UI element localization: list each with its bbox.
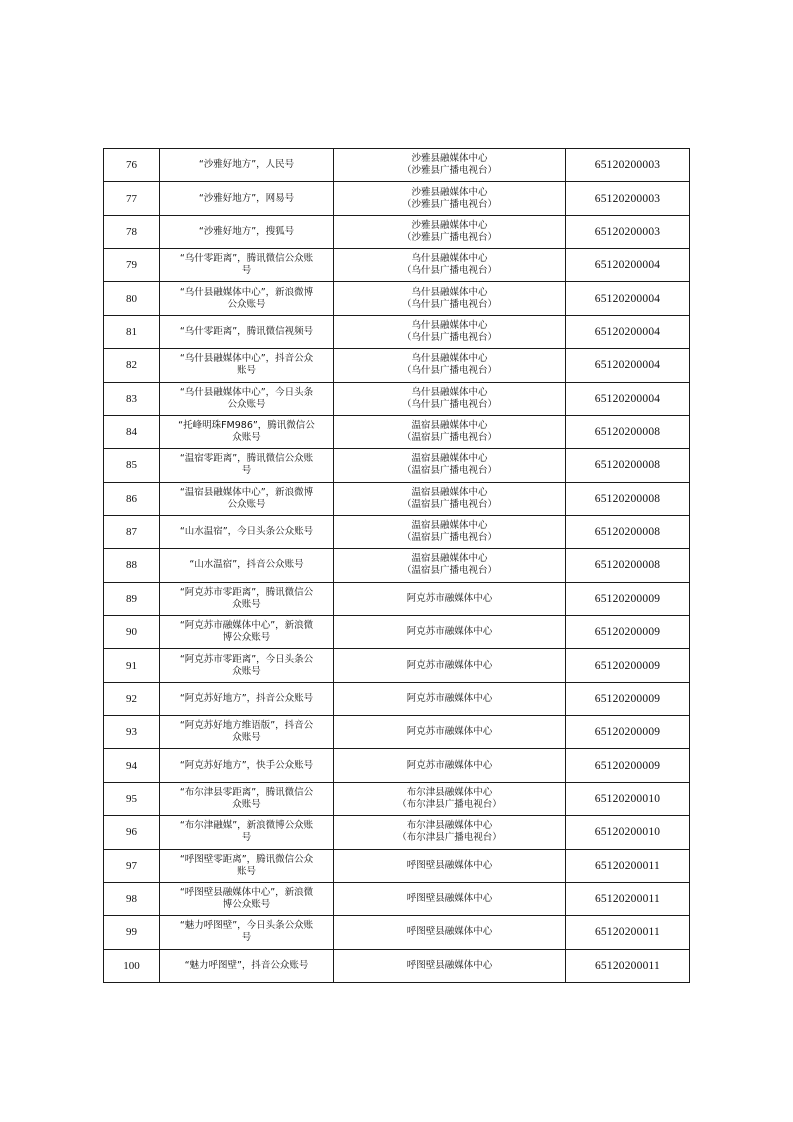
registration-code: 65120200003 [566, 215, 690, 248]
account-name-line: “阿克苏市零距离”，腾讯微信公 [179, 586, 314, 598]
account-name-cell [160, 382, 334, 415]
account-name-cell [160, 215, 334, 248]
account-name-line: “布尔津融媒”，新浪微博公众账 [179, 820, 314, 832]
table-row [104, 916, 690, 949]
registration-code: 65120200010 [566, 816, 690, 849]
table-row [104, 215, 690, 248]
organization-cell [334, 149, 566, 182]
account-name-line: “乌什县融媒体中心”，今日头条 [179, 386, 314, 398]
account-name-line: “托峰明珠FM986”，腾讯微信公 [178, 420, 315, 432]
table-row [104, 182, 690, 215]
organization-line: 温宿县融媒体中心 [411, 553, 488, 565]
table-row [104, 849, 690, 882]
row-number: 97 [104, 849, 160, 882]
account-name-line: “山水温宿”，抖音公众账号 [189, 559, 304, 571]
table-row [104, 382, 690, 415]
row-number: 100 [104, 949, 160, 982]
account-name-line: 号 [241, 265, 252, 277]
organization-cell [334, 849, 566, 882]
account-name-cell [160, 616, 334, 649]
row-number: 98 [104, 882, 160, 915]
registration-code: 65120200004 [566, 282, 690, 315]
row-number: 80 [104, 282, 160, 315]
row-number: 95 [104, 782, 160, 815]
organization-cell [334, 882, 566, 915]
registration-code: 65120200009 [566, 716, 690, 749]
account-name-cell [160, 449, 334, 482]
organization-cell [334, 282, 566, 315]
table-row [104, 515, 690, 548]
organization-line: （温宿县广播电视台） [401, 465, 497, 477]
organization-line: 温宿县融媒体中心 [411, 520, 488, 532]
organization-line: 乌什县融媒体中心 [411, 353, 488, 365]
registration-code: 65120200008 [566, 549, 690, 582]
organization-line: 温宿县融媒体中心 [411, 453, 488, 465]
account-name-line: 号 [241, 932, 252, 944]
organization-line: 呼图壁县融媒体中心 [406, 893, 493, 905]
organization-cell [334, 782, 566, 815]
registry-table-body [104, 149, 690, 983]
row-number: 94 [104, 749, 160, 782]
account-name-cell [160, 182, 334, 215]
account-name-line: 公众账号 [227, 298, 266, 310]
registration-code: 65120200008 [566, 515, 690, 548]
row-number: 76 [104, 149, 160, 182]
organization-cell [334, 415, 566, 448]
account-name-cell [160, 149, 334, 182]
organization-line: 呼图壁县融媒体中心 [406, 959, 493, 971]
account-name-line: “山水温宿”，今日头条公众账号 [179, 526, 314, 538]
table-row [104, 149, 690, 182]
row-number: 91 [104, 649, 160, 682]
account-name-line: 账号 [236, 865, 256, 877]
row-number: 77 [104, 182, 160, 215]
row-number: 89 [104, 582, 160, 615]
organization-line: （布尔津县广播电视台） [397, 832, 502, 844]
registration-code: 65120200011 [566, 882, 690, 915]
organization-line: （温宿县广播电视台） [401, 498, 497, 510]
table-row [104, 716, 690, 749]
organization-cell [334, 549, 566, 582]
account-name-cell [160, 849, 334, 882]
row-number: 83 [104, 382, 160, 415]
organization-cell [334, 949, 566, 982]
account-name-line: 众账号 [232, 598, 261, 610]
account-name-line: 博公众账号 [222, 632, 271, 644]
organization-line: （温宿县广播电视台） [401, 432, 497, 444]
organization-line: （乌什县广播电视台） [401, 265, 497, 277]
registration-code: 65120200004 [566, 382, 690, 415]
organization-line: 乌什县融媒体中心 [411, 386, 488, 398]
organization-cell [334, 482, 566, 515]
row-number: 93 [104, 716, 160, 749]
account-name-line: “阿克苏好地方”，抖音公众账号 [179, 692, 314, 704]
registration-code: 65120200008 [566, 482, 690, 515]
account-name-line: 众账号 [232, 665, 261, 677]
account-name-line: “沙雅好地方”，搜狐号 [198, 225, 295, 237]
organization-line: （乌什县广播电视台） [401, 365, 497, 377]
account-name-cell [160, 415, 334, 448]
organization-line: （沙雅县广播电视台） [401, 198, 497, 210]
table-row [104, 816, 690, 849]
account-name-cell [160, 515, 334, 548]
registration-code: 65120200003 [566, 182, 690, 215]
registration-code: 65120200009 [566, 749, 690, 782]
account-name-cell [160, 482, 334, 515]
account-name-line: “魅力呼图壁”，今日头条公众账 [179, 920, 314, 932]
account-name-line: “布尔津县零距离”，腾讯微信公 [179, 787, 314, 798]
organization-cell [334, 616, 566, 649]
account-name-line: 众账号 [232, 799, 261, 810]
table-row [104, 349, 690, 382]
organization-cell [334, 382, 566, 415]
organization-line: 温宿县融媒体中心 [411, 420, 488, 432]
account-name-cell [160, 582, 334, 615]
account-name-cell [160, 682, 334, 715]
account-name-line: “乌什县融媒体中心”，新浪微博 [179, 286, 314, 298]
organization-line: 呼图壁县融媒体中心 [406, 926, 493, 938]
account-name-cell [160, 315, 334, 348]
organization-cell [334, 249, 566, 282]
table-row [104, 616, 690, 649]
organization-line: 阿克苏市融媒体中心 [406, 759, 493, 771]
organization-cell [334, 449, 566, 482]
registration-code: 65120200009 [566, 616, 690, 649]
row-number: 90 [104, 616, 160, 649]
account-name-line: “魅力呼图壁”，抖音公众账号 [184, 959, 309, 971]
organization-cell [334, 916, 566, 949]
organization-cell [334, 816, 566, 849]
account-name-cell [160, 882, 334, 915]
account-name-cell [160, 249, 334, 282]
account-name-line: 众账号 [232, 432, 261, 444]
row-number: 92 [104, 682, 160, 715]
organization-line: （布尔津县广播电视台） [397, 799, 502, 810]
organization-cell [334, 582, 566, 615]
organization-line: （乌什县广播电视台） [401, 398, 497, 410]
account-name-line: “阿克苏好地方”，快手公众账号 [179, 759, 314, 771]
account-name-line: “阿克苏市零距离”，今日头条公 [179, 653, 314, 665]
account-name-line: 号 [241, 465, 252, 477]
account-name-cell [160, 716, 334, 749]
organization-line: 布尔津县融媒体中心 [406, 820, 493, 832]
registration-code: 65120200011 [566, 849, 690, 882]
table-row [104, 749, 690, 782]
organization-cell [334, 682, 566, 715]
organization-cell [334, 182, 566, 215]
registration-code: 65120200011 [566, 916, 690, 949]
account-name-cell [160, 816, 334, 849]
account-name-line: 众账号 [232, 732, 261, 744]
table-row [104, 315, 690, 348]
organization-line: 布尔津县融媒体中心 [406, 787, 493, 798]
account-name-line: “阿克苏市融媒体中心”，新浪微 [179, 620, 314, 632]
row-number: 99 [104, 916, 160, 949]
table-row [104, 882, 690, 915]
registry-table [103, 148, 690, 983]
table-row [104, 282, 690, 315]
account-name-line: “温宿零距离”，腾讯微信公众账 [179, 453, 314, 465]
account-name-cell [160, 349, 334, 382]
account-name-line: “呼图壁零距离”，腾讯微信公众 [179, 853, 314, 865]
table-row [104, 949, 690, 982]
table-row [104, 582, 690, 615]
account-name-line: “乌什零距离”，腾讯微信公众账 [179, 253, 314, 265]
organization-line: （沙雅县广播电视台） [401, 165, 497, 177]
registration-code: 65120200004 [566, 315, 690, 348]
row-number: 87 [104, 515, 160, 548]
registration-code: 65120200004 [566, 249, 690, 282]
account-name-line: “呼图壁县融媒体中心”，新浪微 [179, 887, 314, 899]
account-name-cell [160, 949, 334, 982]
account-name-cell [160, 916, 334, 949]
registration-code: 65120200011 [566, 949, 690, 982]
registration-code: 65120200004 [566, 349, 690, 382]
organization-line: 沙雅县融媒体中心 [411, 186, 488, 198]
registration-code: 65120200008 [566, 415, 690, 448]
row-number: 84 [104, 415, 160, 448]
account-name-line: 博公众账号 [222, 899, 271, 911]
account-name-line: “乌什零距离”，腾讯微信视频号 [179, 325, 314, 337]
organization-line: 乌什县融媒体中心 [411, 319, 488, 331]
table-row [104, 449, 690, 482]
row-number: 85 [104, 449, 160, 482]
account-name-line: “乌什县融媒体中心”，抖音公众 [179, 353, 314, 365]
table-row [104, 549, 690, 582]
organization-line: （乌什县广播电视台） [401, 331, 497, 343]
row-number: 86 [104, 482, 160, 515]
account-name-cell [160, 749, 334, 782]
table-row [104, 415, 690, 448]
organization-line: 阿克苏市融媒体中心 [406, 626, 493, 638]
registration-code: 65120200009 [566, 682, 690, 715]
row-number: 88 [104, 549, 160, 582]
row-number: 81 [104, 315, 160, 348]
row-number: 79 [104, 249, 160, 282]
organization-line: （温宿县广播电视台） [401, 532, 497, 544]
organization-line: 阿克苏市融媒体中心 [406, 726, 493, 738]
account-name-line: 公众账号 [227, 498, 266, 510]
organization-cell [334, 749, 566, 782]
table-row [104, 482, 690, 515]
account-name-line: “阿克苏好地方维语版”，抖音公 [179, 720, 314, 732]
organization-line: 温宿县融媒体中心 [411, 486, 488, 498]
table-row [104, 782, 690, 815]
organization-line: 乌什县融媒体中心 [411, 253, 488, 265]
row-number: 96 [104, 816, 160, 849]
row-number: 82 [104, 349, 160, 382]
organization-cell [334, 349, 566, 382]
registration-code: 65120200009 [566, 649, 690, 682]
registration-code: 65120200009 [566, 582, 690, 615]
organization-line: （沙雅县广播电视台） [401, 231, 497, 243]
organization-line: 阿克苏市融媒体中心 [406, 659, 493, 671]
account-name-line: 账号 [236, 365, 256, 377]
organization-cell [334, 515, 566, 548]
organization-line: 乌什县融媒体中心 [411, 286, 488, 298]
table-row [104, 649, 690, 682]
organization-cell [334, 716, 566, 749]
organization-line: 沙雅县融媒体中心 [411, 153, 488, 165]
organization-cell [334, 649, 566, 682]
account-name-cell [160, 649, 334, 682]
account-name-line: 号 [241, 832, 252, 844]
organization-line: 阿克苏市融媒体中心 [406, 692, 493, 704]
organization-cell [334, 315, 566, 348]
table-row [104, 682, 690, 715]
organization-line: 沙雅县融媒体中心 [411, 219, 488, 231]
account-name-cell [160, 549, 334, 582]
registration-code: 65120200003 [566, 149, 690, 182]
table-row [104, 249, 690, 282]
account-name-line: “沙雅好地方”，人民号 [198, 159, 295, 171]
account-name-cell [160, 282, 334, 315]
registration-code: 65120200008 [566, 449, 690, 482]
registration-code: 65120200010 [566, 782, 690, 815]
account-name-line: 公众账号 [227, 398, 266, 410]
organization-cell [334, 215, 566, 248]
account-name-cell [160, 782, 334, 815]
organization-line: （乌什县广播电视台） [401, 298, 497, 310]
organization-line: 阿克苏市融媒体中心 [406, 592, 493, 604]
account-name-line: “沙雅好地方”，网易号 [198, 192, 295, 204]
organization-line: （温宿县广播电视台） [401, 565, 497, 577]
account-name-line: “温宿县融媒体中心”，新浪微博 [179, 486, 314, 498]
row-number: 78 [104, 215, 160, 248]
organization-line: 呼图壁县融媒体中心 [406, 859, 493, 871]
